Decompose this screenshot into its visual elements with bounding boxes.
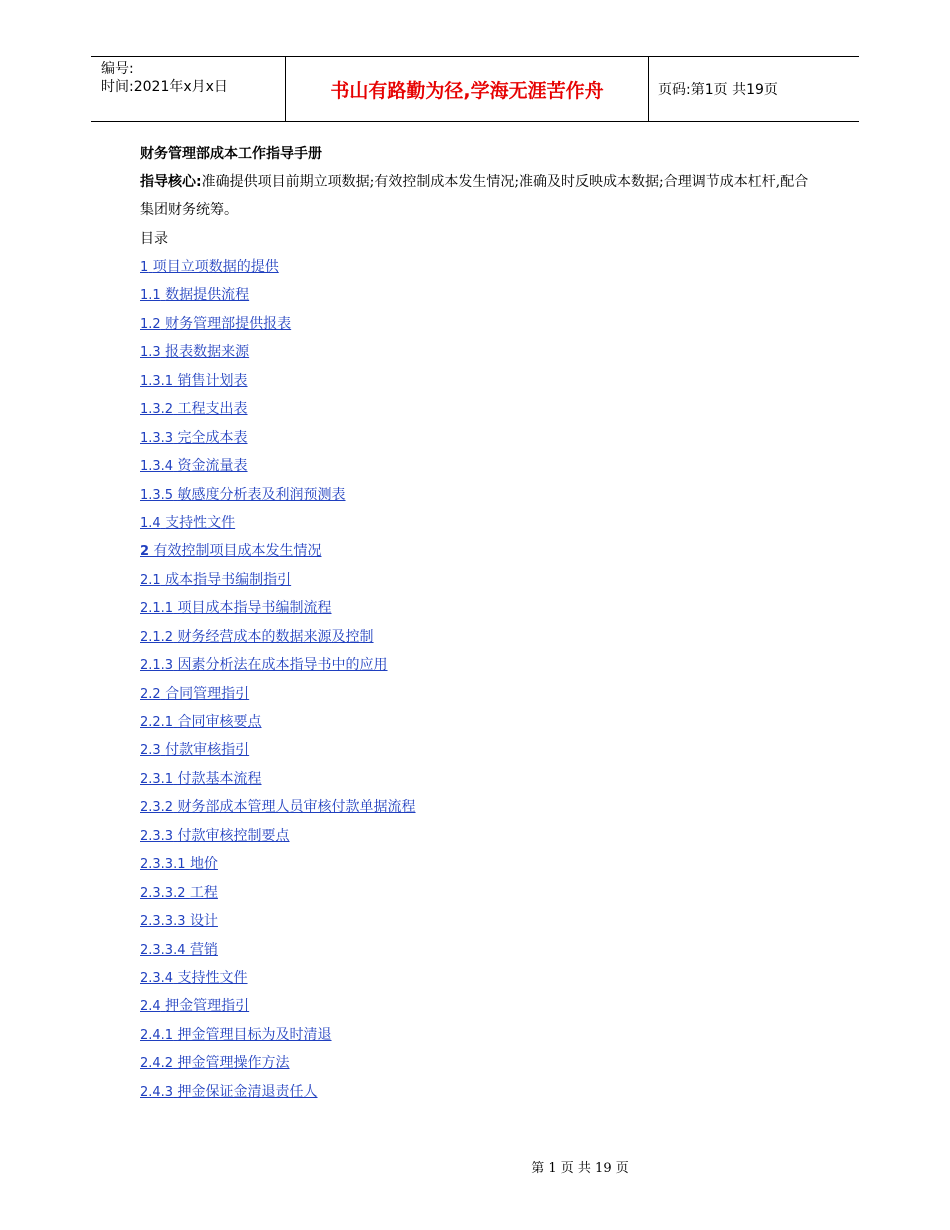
toc-number: 2.2.1 <box>140 715 174 730</box>
toc-number: 2.3.2 <box>140 800 174 816</box>
toc-text: 押金管理指引 <box>165 998 250 1015</box>
toc-number: 1.3.5 <box>140 487 174 503</box>
toc-number: 2.1.2 <box>140 629 174 645</box>
toc-link[interactable] <box>140 714 262 730</box>
table-of-contents <box>140 253 820 1106</box>
toc-item <box>140 765 820 793</box>
toc-number: 2.4 <box>140 999 161 1015</box>
toc-number: 2.1.1 <box>140 601 174 617</box>
page-footer: 第 1 页 共 19 页 <box>531 1161 629 1176</box>
core-text: 准确提供项目前期立项数据;有效控制成本发生情况;准确及时反映成本数据;合理调节成本杠杆,配合集团财务统筹。 <box>140 174 809 218</box>
page-header <box>91 56 859 122</box>
toc-item <box>140 1078 820 1106</box>
toc-item <box>140 1021 820 1049</box>
toc-number: 1.1 <box>140 288 161 304</box>
toc-text: 合同审核要点 <box>177 714 262 730</box>
toc-link[interactable] <box>140 543 322 559</box>
toc-link[interactable] <box>140 1055 290 1071</box>
toc-item <box>140 537 820 565</box>
document-title: 财务管理部成本工作指导手册 <box>140 146 322 162</box>
toc-number: 1.4 <box>140 515 161 531</box>
toc-text: 付款审核指引 <box>165 742 250 759</box>
toc-text: 付款基本流程 <box>177 770 262 787</box>
toc-text: 押金管理操作方法 <box>177 1055 290 1072</box>
toc-item <box>140 310 820 338</box>
toc-text: 支持性文件 <box>165 514 236 531</box>
toc-text: 项目立项数据的提供 <box>152 259 279 275</box>
toc-text: 完全成本表 <box>177 429 248 446</box>
toc-link[interactable] <box>140 487 346 503</box>
toc-number: 2.4.2 <box>140 1056 174 1072</box>
toc-link[interactable] <box>140 458 248 474</box>
toc-link[interactable] <box>140 856 218 872</box>
toc-item <box>140 253 820 281</box>
toc-link[interactable] <box>140 344 249 360</box>
toc-item <box>140 452 820 480</box>
toc-item <box>140 736 820 764</box>
toc-item <box>140 481 820 509</box>
toc-item <box>140 992 820 1020</box>
header-meta <box>91 57 286 121</box>
toc-link[interactable] <box>140 259 279 275</box>
toc-link[interactable] <box>140 1027 332 1043</box>
toc-link[interactable] <box>140 942 218 958</box>
toc-number: 1.3.2 <box>140 402 174 418</box>
guidance-core <box>140 168 820 224</box>
toc-number: 2.4.1 <box>140 1027 174 1043</box>
toc-item <box>140 793 820 821</box>
toc-link[interactable] <box>140 998 249 1014</box>
toc-link[interactable] <box>140 287 249 303</box>
toc-link[interactable] <box>140 430 248 446</box>
toc-item <box>140 395 820 423</box>
toc-number: 2.2 <box>140 686 161 702</box>
toc-text: 设计 <box>189 913 218 930</box>
toc-number: 2.3.3 <box>140 828 174 844</box>
toc-link[interactable] <box>140 799 416 815</box>
toc-number: 1.3.4 <box>140 459 174 475</box>
toc-link[interactable] <box>140 316 291 332</box>
toc-item <box>140 623 820 651</box>
toc-text: 支持性文件 <box>177 969 248 986</box>
toc-text: 押金管理目标为及时清退 <box>177 1026 332 1043</box>
code-label: 编号: <box>101 61 134 77</box>
toc-item <box>140 509 820 537</box>
toc-number: 2.3 <box>140 743 161 759</box>
toc-link[interactable] <box>140 771 262 787</box>
toc-number: 2.3.3.3 <box>140 914 186 930</box>
header-page-info: 页码:第1页 共19页 <box>658 82 778 98</box>
toc-text: 有效控制项目成本发生情况 <box>153 543 322 560</box>
toc-text: 合同管理指引 <box>165 685 250 702</box>
toc-number: 2.1 <box>140 572 161 588</box>
toc-link[interactable] <box>140 913 218 929</box>
header-motto: 书山有路勤为径,学海无涯苦作舟 <box>286 57 649 121</box>
toc-link[interactable] <box>140 657 388 673</box>
toc-number: 2.3.3.4 <box>140 942 186 958</box>
toc-link[interactable] <box>140 572 291 588</box>
time-label: 时间:2021年x月x日 <box>101 79 228 95</box>
toc-text: 项目成本指导书编制流程 <box>177 600 332 617</box>
toc-number: 2.4.3 <box>140 1084 174 1100</box>
toc-text: 销售计划表 <box>177 372 248 389</box>
toc-text: 财务经营成本的数据来源及控制 <box>177 628 374 645</box>
toc-number: 1.2 <box>140 316 161 332</box>
toc-number: 2.3.3.2 <box>140 885 186 901</box>
toc-item <box>140 907 820 935</box>
toc-item <box>140 651 820 679</box>
toc-number: 1 <box>140 260 149 275</box>
toc-text: 数据提供流程 <box>165 287 250 304</box>
toc-link[interactable] <box>140 885 218 901</box>
toc-item <box>140 424 820 452</box>
toc-link[interactable] <box>140 629 374 645</box>
toc-item <box>140 680 820 708</box>
toc-text: 押金保证金清退责任人 <box>177 1083 318 1100</box>
toc-text: 付款审核控制要点 <box>177 827 290 844</box>
toc-item <box>140 594 820 622</box>
toc-link[interactable] <box>140 1084 318 1100</box>
toc-item <box>140 850 820 878</box>
toc-number: 1.3.1 <box>140 373 174 389</box>
toc-text: 财务部成本管理人员审核付款单据流程 <box>177 799 416 816</box>
toc-item <box>140 566 820 594</box>
toc-text: 工程 <box>189 884 218 901</box>
toc-item <box>140 281 820 309</box>
toc-text: 工程支出表 <box>177 401 248 418</box>
toc-item <box>140 822 820 850</box>
toc-link[interactable] <box>140 515 235 531</box>
toc-text: 敏感度分析表及利润预测表 <box>177 486 346 503</box>
toc-item <box>140 1049 820 1077</box>
toc-number: 2 <box>140 544 150 560</box>
toc-heading: 目录 <box>140 231 168 247</box>
toc-text: 报表数据来源 <box>165 344 250 361</box>
toc-link[interactable] <box>140 373 248 389</box>
toc-number: 2.3.1 <box>140 771 174 787</box>
toc-number: 1.3.3 <box>140 430 174 446</box>
toc-item <box>140 879 820 907</box>
toc-item <box>140 367 820 395</box>
toc-link[interactable] <box>140 401 248 417</box>
toc-number: 1.3 <box>140 345 161 361</box>
core-label: 指导核心: <box>140 174 202 190</box>
document-body <box>140 142 820 1106</box>
toc-text: 资金流量表 <box>177 458 248 475</box>
toc-link[interactable] <box>140 742 249 758</box>
toc-item <box>140 964 820 992</box>
toc-number: 2.1.3 <box>140 658 174 674</box>
toc-text: 财务管理部提供报表 <box>165 315 292 332</box>
toc-link[interactable] <box>140 686 249 702</box>
toc-item <box>140 338 820 366</box>
toc-item <box>140 936 820 964</box>
toc-text: 地价 <box>189 856 218 873</box>
toc-link[interactable] <box>140 970 248 986</box>
toc-link[interactable] <box>140 600 332 616</box>
toc-number: 2.3.4 <box>140 970 174 986</box>
toc-text: 因素分析法在成本指导书中的应用 <box>177 657 388 674</box>
toc-item <box>140 708 820 736</box>
toc-text: 营销 <box>189 941 218 958</box>
toc-link[interactable] <box>140 828 290 844</box>
toc-text: 成本指导书编制指引 <box>165 571 292 588</box>
toc-number: 2.3.3.1 <box>140 857 186 873</box>
